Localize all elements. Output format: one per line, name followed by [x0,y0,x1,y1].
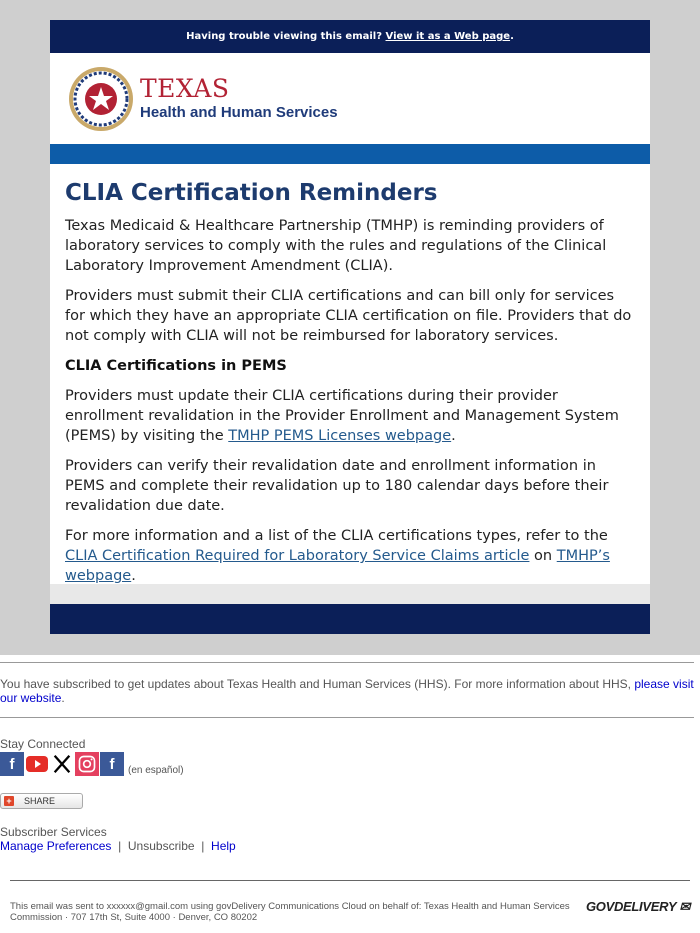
facebook-icon[interactable]: f [0,752,24,776]
subscriber-services-label: Subscriber Services [0,825,107,839]
share-button[interactable]: + SHARE [0,793,83,809]
brand-title: TEXAS [140,74,230,103]
trouble-text: Having trouble viewing this email? [186,31,383,42]
texas-seal-icon [68,66,134,132]
article-body [50,164,650,584]
hhs-website-link[interactable]: please visit our website [0,677,694,705]
unsubscribe-link[interactable]: Unsubscribe [127,839,195,853]
espanol-label: (en español) [128,765,184,776]
help-link[interactable]: Help [211,839,236,853]
top-banner: Having trouble viewing this email? View it as a Web page. [50,20,650,53]
disclaimer-text: This email was sent to xxxxxx@gmail.com using govDelivery Communications Cloud on behalf of: Texas Health and Human Services Commission · 707 17th St, Suite 4000 · Denver, CO 80202 [10,901,570,923]
youtube-icon[interactable] [25,752,49,776]
govdelivery-logo: GOVDELIVERY ✉ [585,899,690,914]
plus-icon: + [4,796,14,806]
legal-divider [10,880,690,881]
subscription-footer [0,655,700,923]
paragraph-2: Providers must submit their CLIA certifications and can bill only for services for which they have an appropriate CLIA certification on file. Providers that do not comply with CLIA will not be reimbursed for laboratory services. [65,288,632,344]
subscriber-links: Manage Preferences | Unsubscribe | Help [0,839,236,853]
legal-footer [10,880,690,923]
paragraph-3: Providers must update their CLIA certifications during their provider enrollment revalidation in the Provider Enrollment and Management System (PEMS) by visiting the TMHP PEMS Licenses webpage. [65,388,619,444]
social-links [0,752,700,776]
subheading: CLIA Certifications in PEMS [65,358,287,374]
facebook-espanol-icon[interactable]: f [100,752,124,776]
manage-preferences-link[interactable]: Manage Preferences [0,839,112,853]
brand-wordmark [140,75,338,121]
bottom-banner [50,604,650,634]
subscription-notice: You have subscribed to get updates about Texas Health and Human Services (HHS). For more information about HHS, please visit our website. [0,677,694,705]
paragraph-1: Texas Medicaid & Healthcare Partnership (TMHP) is reminding providers of laboratory services to comply with the rules and regulations of the Clinical Laboratory Improvement Amendment (CLIA). [65,218,607,274]
email-card [50,20,650,634]
blue-divider [50,144,650,164]
light-divider [50,584,650,604]
brand-subtitle: Health and Human Services [140,104,338,121]
clia-article-link[interactable]: CLIA Certification Required for Laboratory Service Claims article [65,548,530,564]
envelope-icon: ✉ [679,899,690,914]
stay-connected-label: Stay Connected [0,737,86,751]
paragraph-5: For more information and a list of the CLIA certifications types, refer to the CLIA Certification Required for Laboratory Service Claims article on TMHP’s webpage. [65,528,610,584]
pems-licenses-link[interactable]: TMHP PEMS Licenses webpage [228,428,452,444]
instagram-icon[interactable] [75,752,99,776]
paragraph-4: Providers can verify their revalidation date and enrollment information in PEMS and complete their revalidation up to 180 calendar days before their revalidation due date. [65,458,609,514]
x-icon[interactable] [50,752,74,776]
article-title: CLIA Certification Reminders [65,180,438,206]
view-web-page-link[interactable]: View it as a Web page [385,31,511,42]
logo-header [50,53,650,144]
tmhp-webpage-link[interactable]: TMHP’s webpage [65,548,610,584]
